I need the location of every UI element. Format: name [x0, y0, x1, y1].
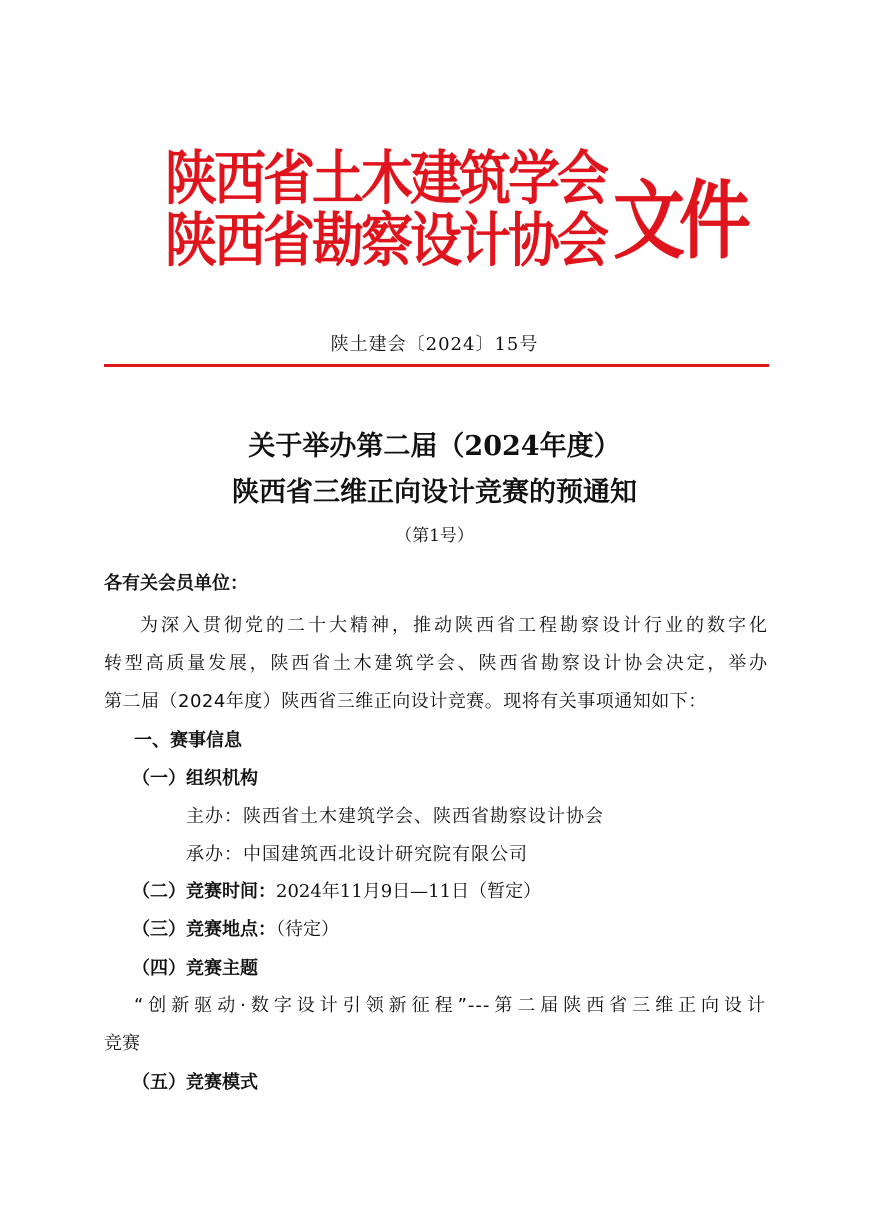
section-1-heading: 一、赛事信息 — [134, 730, 242, 751]
intro-line-2: 转型高质量发展，陕西省土木建筑学会、陕西省勘察设计协会决定，举办 — [104, 653, 768, 674]
competition-venue — [132, 918, 339, 942]
red-divider-line — [104, 364, 769, 367]
competition-time-value: 2024年11月9日—11日（暂定） — [276, 881, 542, 902]
document-number: 陕土建会〔2024〕15号 — [330, 334, 539, 355]
org-name-civil-architecture: 陕西省土木建筑学会 — [165, 144, 607, 214]
theme-line-1: “创新驱动·数字设计引领新征程”---第二届陕西省三维正向设计 — [134, 995, 766, 1016]
host-line: 主办：陕西省土木建筑学会、陕西省勘察设计协会 — [186, 806, 604, 827]
title-line-2: 陕西省三维正向设计竞赛的预通知 — [232, 477, 637, 508]
intro-line-1: 为深入贯彻党的二十大精神，推动陕西省工程勘察设计行业的数字化 — [140, 615, 768, 636]
salutation: 各有关会员单位： — [104, 573, 248, 594]
subsection-5-heading: （五）竞赛模式 — [132, 1072, 258, 1093]
subsection-4-heading: （四）竞赛主题 — [132, 958, 258, 979]
theme-line-2: 竞赛 — [104, 1033, 140, 1054]
document-label: 文件 — [613, 170, 746, 271]
competition-venue-label: （三）竞赛地点： — [132, 919, 276, 940]
org-name-survey-design: 陕西省勘察设计协会 — [165, 206, 607, 276]
organizer-line: 承办：中国建筑西北设计研究院有限公司 — [186, 844, 528, 865]
document-header — [165, 144, 746, 281]
title-line-1: 关于举办第二届（2024年度） — [248, 431, 621, 462]
competition-venue-value: （待定） — [276, 919, 339, 940]
subsection-1-heading: （一）组织机构 — [132, 768, 258, 789]
competition-time-label: （二）竞赛时间： — [132, 881, 276, 902]
competition-time — [132, 880, 541, 904]
intro-line-3: 第二届（2024年度）陕西省三维正向设计竞赛。现将有关事项通知如下： — [104, 691, 707, 712]
issue-number: （第1号） — [395, 526, 474, 546]
